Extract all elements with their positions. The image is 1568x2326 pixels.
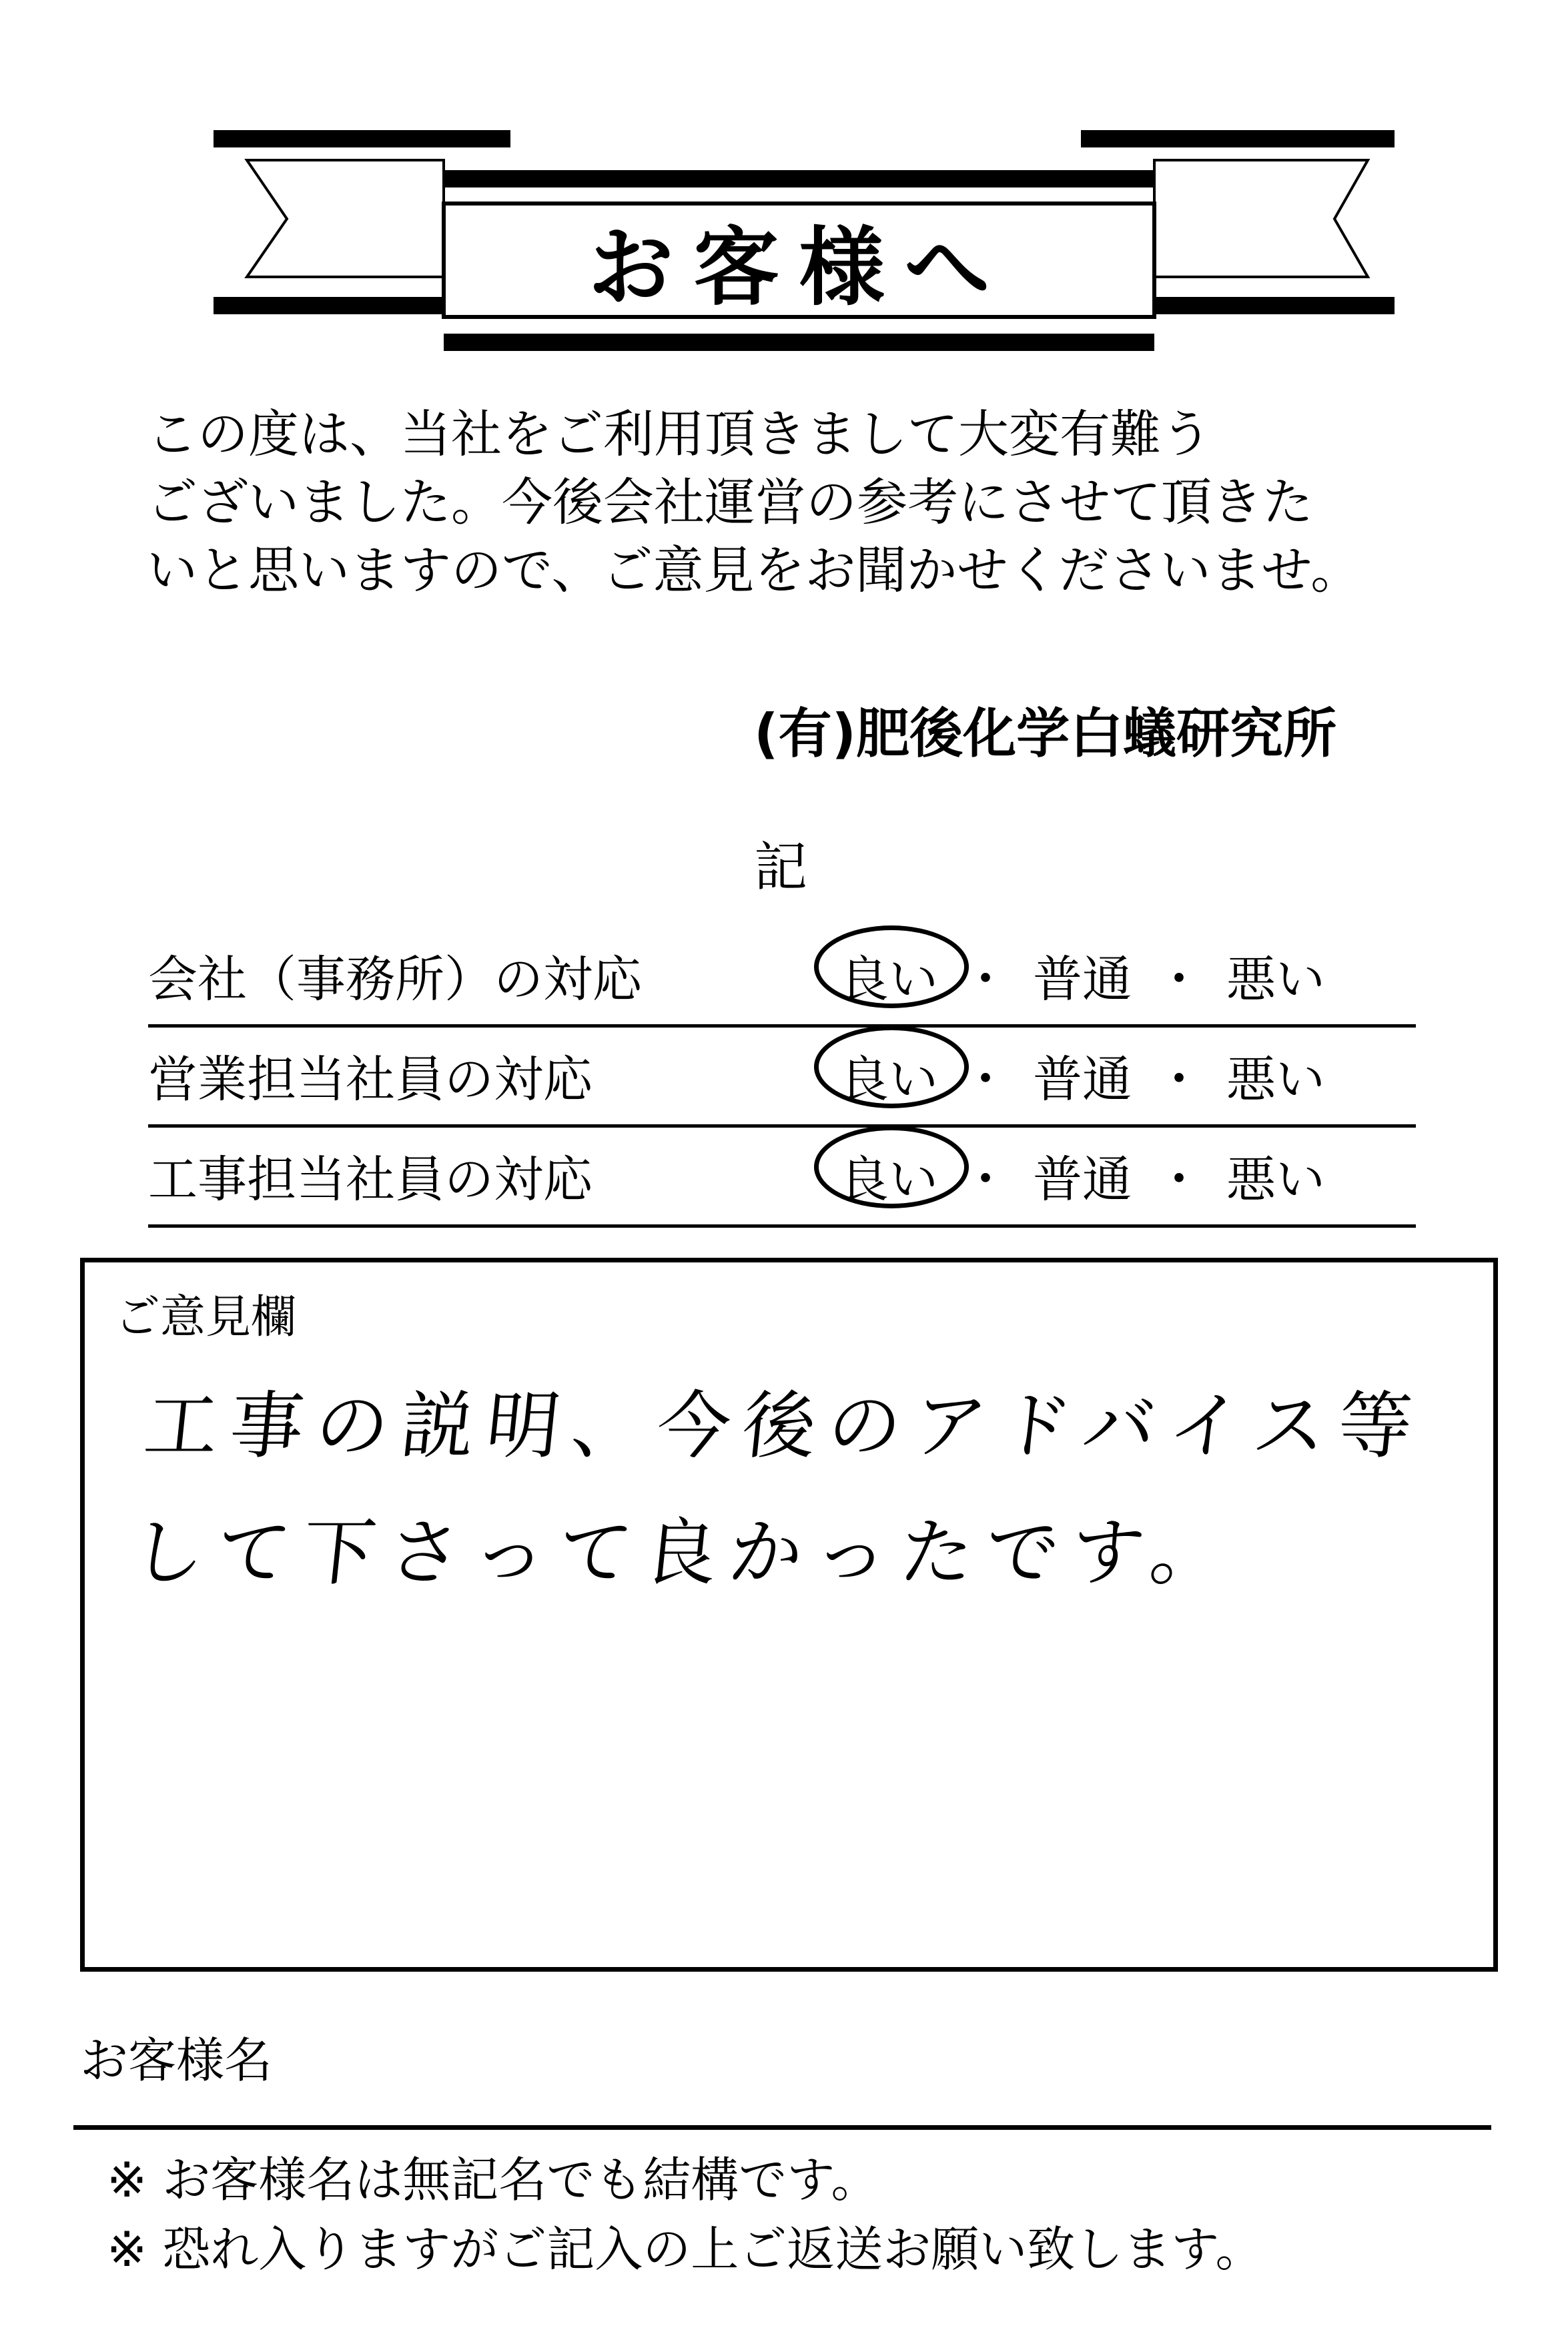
selection-circle [814,1126,969,1208]
option-good[interactable]: 良い [835,940,942,1011]
opinion-box[interactable] [80,1258,1498,1972]
selection-circle [814,925,969,1008]
option-normal[interactable]: 普通 [1033,1151,1132,1208]
rating-row-construction-staff [148,1124,1416,1228]
separator: ・ [1154,1051,1204,1108]
rating-label: 会社（事務所）の対応 [148,951,642,1008]
intro-line: この度は、当社をご利用頂きまして大変有難う [147,404,1212,464]
separator: ・ [961,1151,1010,1208]
rating-row-company [148,924,1416,1028]
option-bad[interactable]: 悪い [1226,1151,1325,1208]
handwritten-line: して下さって良かったです。 [127,1510,1240,1595]
option-normal[interactable]: 普通 [1033,1051,1132,1108]
note-line: ※ お客様名は無記名でも結構です。 [107,2152,879,2208]
handwritten-line: 工事の説明、今後のアドバイス等 [140,1383,1429,1469]
separator: ・ [961,951,1010,1008]
customer-name-label: お客様名 [80,2032,273,2088]
notes [107,2145,1263,2284]
option-good[interactable]: 良い [835,1040,942,1111]
rating-label: 営業担当社員の対応 [148,1051,593,1108]
note-line: ※ 恐れ入りますがご記入の上ご返送お願い致します。 [107,2221,1264,2277]
option-normal[interactable]: 普通 [1033,951,1132,1008]
separator: ・ [1154,951,1204,1008]
ki-heading: 記 [754,836,807,898]
intro-paragraph [147,400,1428,605]
option-bad[interactable]: 悪い [1226,1051,1325,1108]
opinion-title: ご意見欄 [115,1291,297,1344]
rating-options [835,1040,1329,1111]
intro-line: ございました。今後会社運営の参考にさせて頂きた [147,472,1313,532]
handwritten-comment [125,1363,1486,1616]
page-title: お客様へ [588,218,1010,318]
company-name: (有)肥後化学白蟻研究所 [754,703,1337,765]
selection-circle [814,1026,969,1108]
rating-options [835,940,1329,1011]
separator: ・ [1154,1151,1204,1208]
customer-name-field[interactable] [73,2125,1491,2130]
intro-line: いと思いますので、ご意見をお聞かせくださいませ。 [147,540,1362,600]
option-bad[interactable]: 悪い [1226,951,1325,1008]
rating-options [835,1140,1329,1211]
option-good[interactable]: 良い [835,1140,942,1211]
rating-label: 工事担当社員の対応 [148,1151,593,1208]
rating-row-sales-staff [148,1024,1416,1128]
separator: ・ [961,1051,1010,1108]
